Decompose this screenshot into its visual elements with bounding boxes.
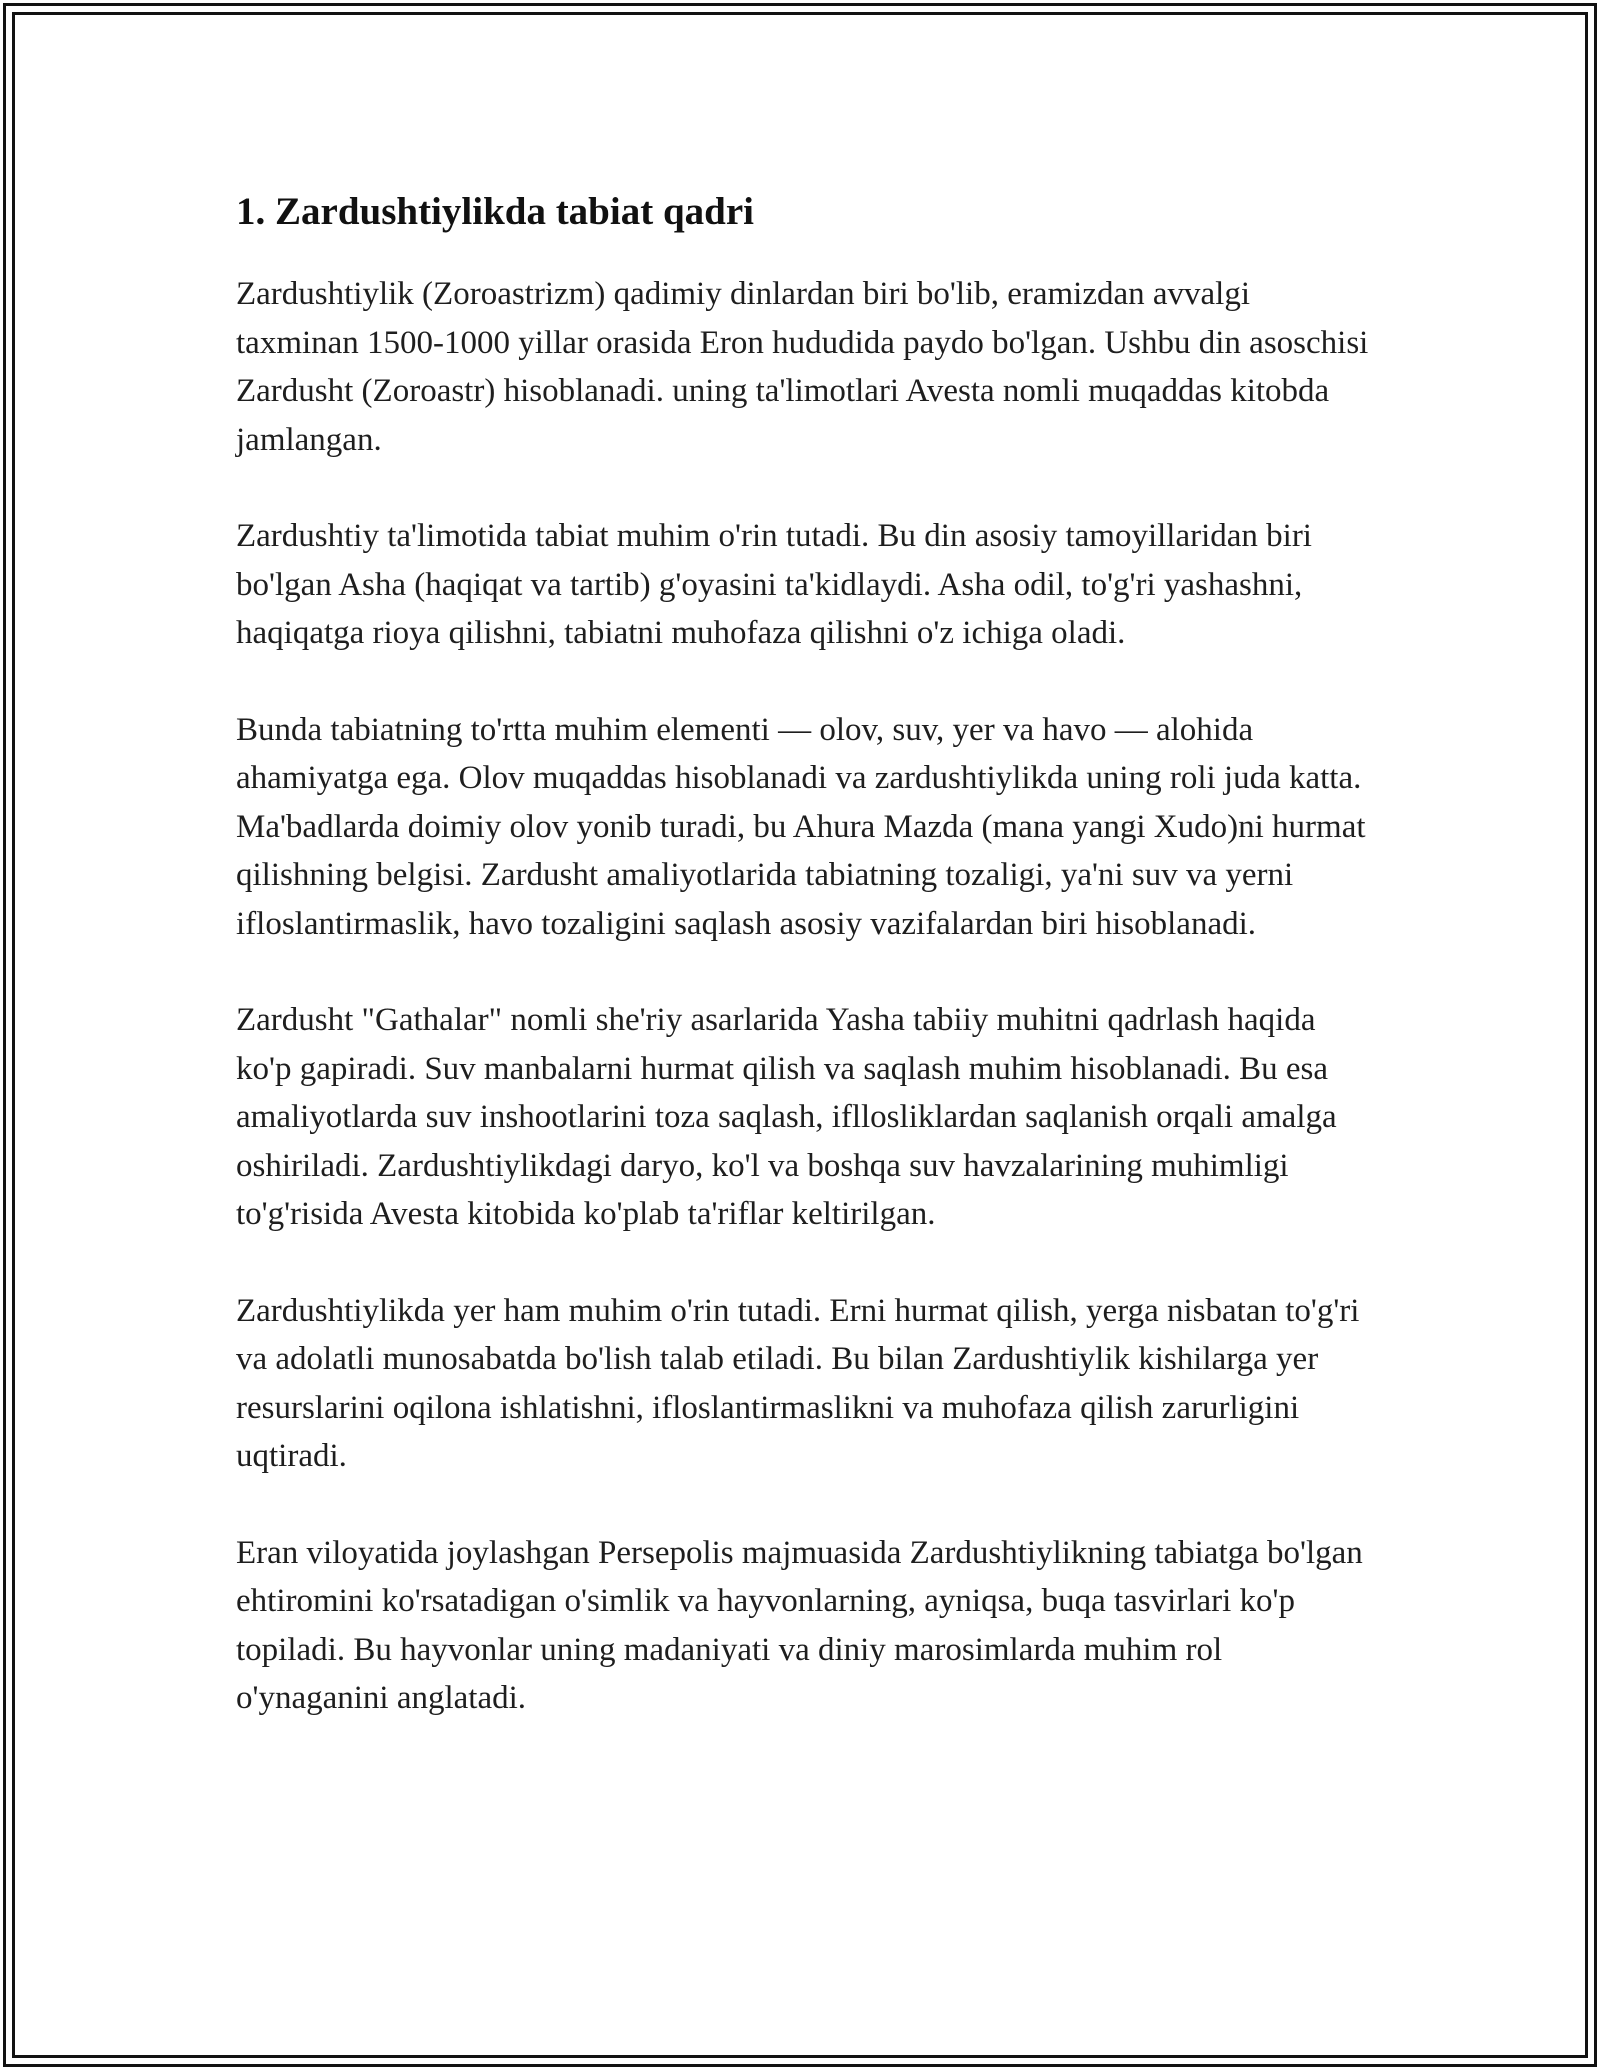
- paragraph-6: Eran viloyatida joylashgan Persepolis majmuasida Zardushtiylikning tabiatga bo'lgan ehtiromini ko'rsatadigan o'simlik va hayvonlarning, ayniqsa, buqa tasvirlari ko'p topiladi. Bu hayvonlar uning madaniyati va diniy marosimlarda muhim rol o'ynaganini anglatadi.: [236, 1534, 1363, 1716]
- paragraph-1: Zardushtiylik (Zoroastrizm) qadimiy dinlardan biri bo'lib, eramizdan avvalgi taxminan 1500-1000 yillar orasida Eron hududida paydo bo'lgan. Ushbu din asoschisi Zardusht (Zoroastr) hisoblanadi. uning ta'limotlari Avesta nomli muqaddas kitobda jamlangan.: [236, 276, 1369, 458]
- paragraph-3: Bunda tabiatning to'rtta muhim elementi — olov, suv, yer va havo — alohida ahamiyatga ega. Olov muqaddas hisoblanadi va zardushtiylikda uning roli juda katta. Ma'badlarda doimiy olov yonib turadi, bu Ahura Mazda (mana yangi Xudo)ni hurmat qilishning belgisi. Zardusht amaliyotlarida tabiatning tozaligi, ya'ni suv va yerni ifloslantirmaslik, havo tozaligini saqlash asosiy vazifalardan biri hisoblanadi.: [236, 711, 1366, 942]
- paragraph-5: Zardushtiylikda yer ham muhim o'rin tutadi. Erni hurmat qilish, yerga nisbatan to'g'ri va adolatli munosabatda bo'lish talab etiladi. Bu bilan Zardushtiylik kishilarga yer resurslarini oqilona ishlatishni, ifloslantirmaslikni va muhofaza qilish zarurligini uqtiradi.: [236, 1292, 1360, 1474]
- section-heading: 1. Zardushtiylikda tabiat qadri: [236, 190, 754, 233]
- document-body: [236, 186, 1376, 1771]
- paragraph-4: Zardusht "Gathalar" nomli she'riy asarlarida Yasha tabiiy muhitni qadrlash haqida ko'p gapiradi. Suv manbalarni hurmat qilish va saqlash muhim hisoblanadi. Bu esa amaliyotlarda suv inshootlarini toza saqlash, ifllosliklardan saqlanish orqali amalga oshiriladi. Zardushtiylikdagi daryo, ko'l va boshqa suv havzalarining muhimligi to'g'risida Avesta kitobida ko'plab ta'riflar keltirilgan.: [236, 1002, 1337, 1232]
- paragraph-2: Zardushtiy ta'limotida tabiat muhim o'rin tutadi. Bu din asosiy tamoyillaridan biri bo'lgan Asha (haqiqat va tartib) g'oyasini ta'kidlaydi. Asha odil, to'g'ri yashashni, haqiqatga rioya qilishni, tabiatni muhofaza qilishni o'z ichiga oladi.: [236, 518, 1312, 651]
